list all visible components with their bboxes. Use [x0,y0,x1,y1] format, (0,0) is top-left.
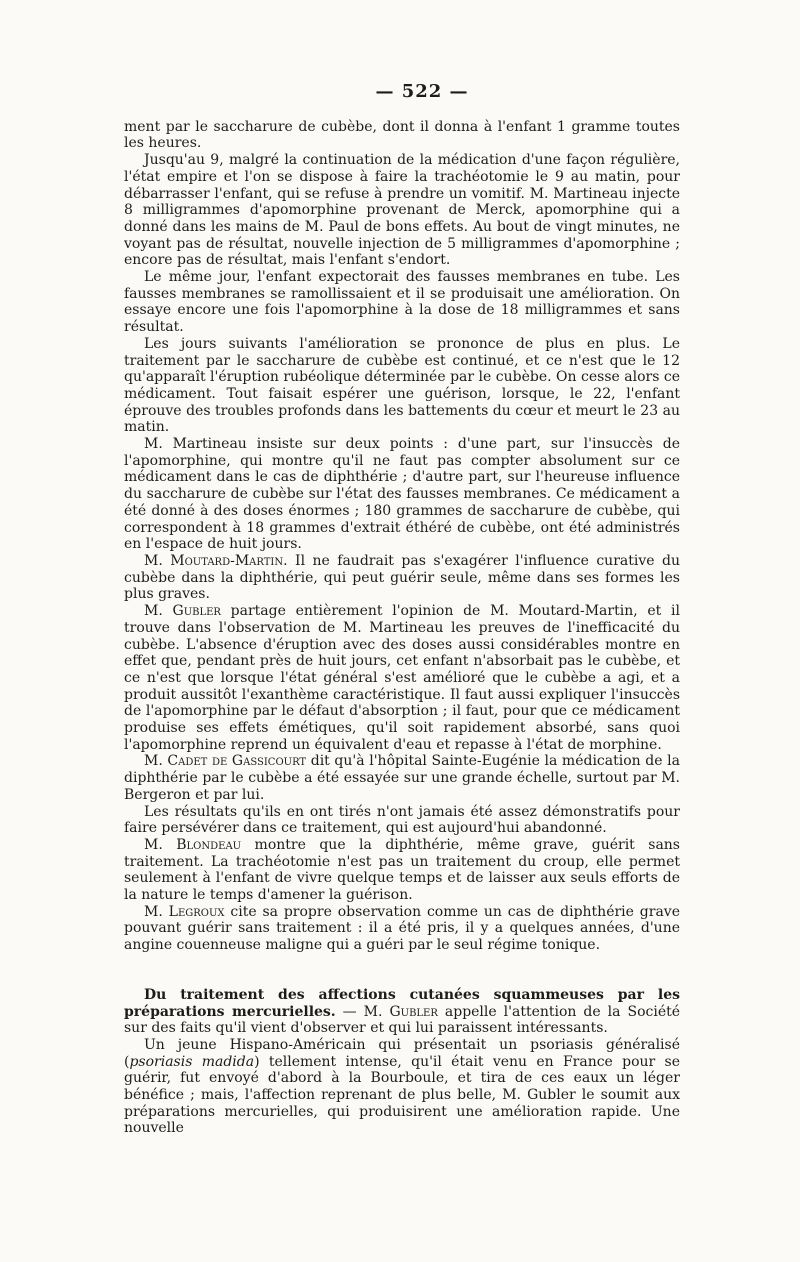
paragraph-3: Le même jour, l'enfant expectorait des fausses membranes en tube. Les fausses membranes se ramollissaient et il se produisait une amélioration. On essaye encore une fois l'apomorphine à la dose de 18 milligrammes et sans résultat. [124,269,680,336]
paragraph-8 [124,753,680,803]
prefix: M. [144,836,177,853]
speaker-name: Gubler [172,603,221,620]
paragraph-7 [124,603,680,753]
paragraph-text: partage entièrement l'opinion de M. Moutard-Martin, et il trouve dans l'observation de M. Martineau les preuves de l'inefficacité du cubèbe. L'absence d'éruption avec des doses aussi considérables montre en effet que, pendant près de huit jours, cet enfant n'absorbait pas le cubèbe, et ce n'est que lorsque l'état général s'est amélioré que le cubèbe a agi, et a produit aussitôt l'exanthème caractéristique. Il faut aussi expliquer l'insuccès de l'apomorphine par le défaut d'absorption ; il faut, pour que ce médicament produise ses effets émétiques, qu'il soit rapidement absorbé, sans quoi l'apomorphine reprend un équivalent d'eau et repasse à l'état de morphine. [124,603,680,753]
paragraph-1: ment par le saccharure de cubèbe, dont il donna à l'enfant 1 gramme toutes les heures. [124,118,680,152]
paragraph-5: M. Martineau insiste sur deux points : d'une part, sur l'insuccès de l'apomorphine, qui montre qu'il ne faut pas compter absolument sur ce médicament dans le cas de diphthérie ; d'autre part, sur l'heureuse influence du saccharure de cubèbe sur l'état des fausses membranes. Ce médicament a été donné à des doses énormes ; 180 grammes de saccharure de cubèbe, qui correspondent à 18 grammes d'extrait éthéré de cubèbe, ont été administrés en l'espace de huit jours. [124,436,680,553]
italic-term: psoriasis madida [129,1053,255,1070]
speaker-name: Moutard-Martin [170,552,284,569]
prefix: M. [144,603,173,620]
paragraph-text: . Il ne faudrait pas s'exagérer l'influence curative du cubèbe dans la diphthérie, qui peut guérir seule, même dans ses formes les plus graves. [124,552,680,603]
paragraph-10 [124,837,680,904]
prefix: M. [144,552,171,569]
paragraph-text: dit qu'à l'hôpital Sainte-Eugénie la médication de la diphthérie par le cubèbe a été essayée sur une grande échelle, surtout par M. Bergeron et par lui. [124,753,680,803]
page-body [124,81,681,1137]
prefix: M. [144,903,169,920]
speaker-name: Blondeau [176,836,242,853]
page-number: — 522 — [375,81,469,102]
last-paragraph [124,1037,680,1137]
speaker-name: Cadet de Gassicourt [167,753,307,770]
paragraph-9: Les résultats qu'ils en ont tirés n'ont jamais été assez démonstratifs pour faire persévérer dans ce traitement, qui est aujourd'hui abandonné. [124,803,680,837]
paragraph-6 [124,553,680,603]
paragraph-text: ) tellement intense, qu'il était venu en France pour se guérir, fut envoyé d'abord à la Bourboule, et tira de ces eaux un léger bénéfice ; mais, l'affection reprenant de plus belle, M. Gubler le soumit aux préparations mercurielles, qui produisirent une amélioration rapide. Une nouvelle [124,1053,680,1137]
section-spacer [124,954,680,987]
paragraph-text: cite sa propre observation comme un cas de diphthérie grave pouvant guérir sans traitement : il a été pris, il y a quelques années, d'une angine couenneuse maligne qui a guéri par le seul régime tonique. [124,903,680,954]
paragraph-4: Les jours suivants l'amélioration se prononce de plus en plus. Le traitement par le saccharure de cubèbe est continué, et ce n'est que le 12 qu'apparaît l'éruption rubéolique déterminée par le cubèbe. On cesse alors ce médicament. Tout faisait espérer une guérison, lorsque, le 22, l'enfant éprouve des troubles profonds dans les battements du cœur et meurt le 23 au matin. [124,335,680,436]
section-heading: Du traitement des affections cutanées squammeuses par les préparations mercurielles. [124,986,680,1020]
speaker-name: Gubler [389,1003,438,1020]
prefix: M. [144,753,168,770]
paragraph-text: appelle l'attention de la Société sur des faits qu'il vient d'observer et qui lui paraissent intéressants. [124,1003,681,1037]
paragraph-text: montre que la diphthérie, même grave, guérit sans traitement. La trachéotomie n'est pas un traitement du croup, elle permet seulement à l'enfant de vivre quelque temps et de laisser aux seuls efforts de la nature le temps d'amener la guérison. [124,836,680,904]
dash: — M. [335,1003,390,1020]
paragraph-11 [124,904,680,954]
prefix: Un jeune Hispano-Américain qui présentait un psoriasis généralisé ( [124,1036,680,1070]
speaker-name: Legroux [168,903,225,920]
paragraph-2: Jusqu'au 9, malgré la continuation de la médication d'une façon régulière, l'état empire et l'on se dispose à faire la trachéotomie le 9 au matin, pour débarrasser l'enfant, qui se refuse à prendre un vomitif. M. Martineau injecte 8 milligrammes d'apomorphine provenant de Merck, apomorphine qui a donné dans les mains de M. Paul de bons effets. Au bout de vingt minutes, ne voyant pas de résultat, nouvelle injection de 5 milligrammes d'apomorphine ; encore pas de résultat, mais l'enfant s'endort. [124,152,680,269]
section-paragraph [124,987,680,1037]
